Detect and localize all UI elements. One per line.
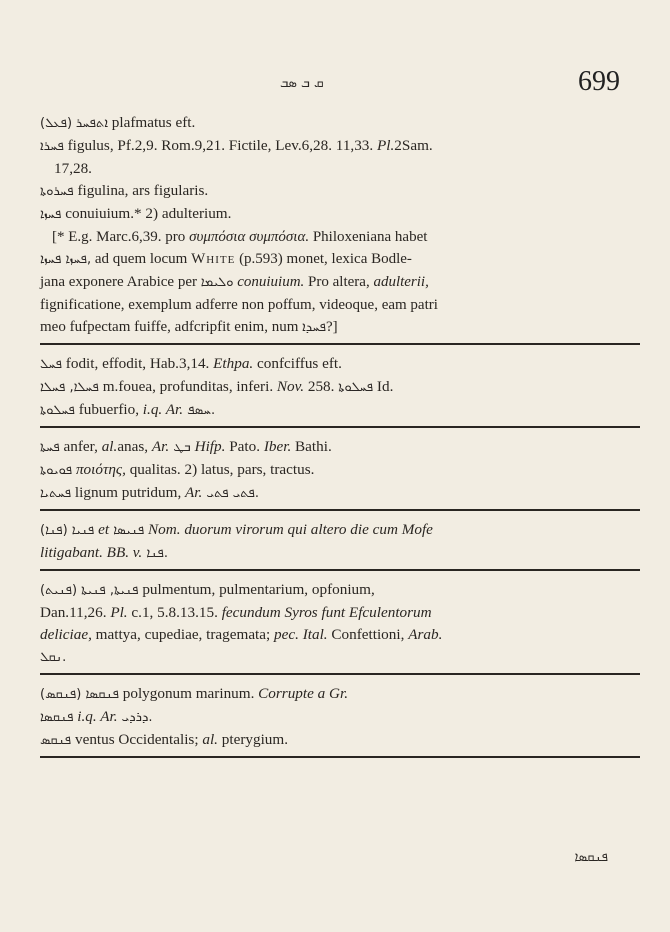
entry-text: confciffus eft.	[253, 355, 342, 372]
author-name: White	[191, 251, 236, 267]
entry-text: fodit, effodit, Hab.3,14.	[62, 355, 214, 372]
entry-italic: Corrupte a Gr.	[258, 685, 349, 702]
entry-line	[40, 646, 630, 669]
entry-text: anas,	[117, 438, 152, 455]
syriac-word: ܦܢܩܣܐ	[81, 687, 119, 702]
entry-italic: Nom. duorum virorum qui altero die cum Mofe	[144, 521, 433, 538]
entry-text: pterygium.	[217, 731, 289, 748]
syriac-word: ܦܚܠ	[40, 357, 62, 372]
entry-text: m.fouea, profunditas, inferi.	[98, 378, 277, 395]
entry-line	[40, 353, 630, 376]
entry-line	[40, 706, 630, 729]
entry-line	[40, 602, 630, 624]
entry-text: Confettioni,	[327, 626, 409, 643]
entry-italic: Ethpa.	[213, 355, 254, 372]
entry-italic: al.	[202, 731, 218, 748]
entry-line	[40, 729, 630, 752]
entry-text: figulina, ars figularis.	[73, 182, 209, 199]
entry-text: c.1, 5.8.13.15.	[127, 604, 222, 621]
syriac-word: ܦܚܪܘܬܐ	[40, 184, 74, 199]
syriac-word: ܘܠܝܡܐ	[200, 275, 234, 290]
section-divider	[40, 569, 640, 571]
catchword: ܦܢܩܣܐ	[574, 850, 608, 865]
entry-italic: al.	[101, 438, 118, 455]
syriac-word: ܚܣܦ.	[183, 403, 216, 418]
entry-text: mattya, cupediae, tragemata;	[91, 626, 275, 643]
entry-line	[40, 399, 630, 422]
note-line	[40, 226, 630, 248]
syriac-word: ܦܚܬܐ	[40, 440, 60, 455]
syriac-word: ܦܚܠܘܬܐ	[338, 380, 374, 395]
entry-text: lignum putridum,	[71, 484, 186, 501]
section-divider	[40, 673, 640, 675]
syriac-word: (ܦܢܐ)	[40, 523, 68, 538]
syriac-word: ܦܢܩܣ	[40, 733, 72, 748]
entry-text: conuiuium.* 2) adulterium.	[61, 205, 232, 222]
syriac-word: ܦܚܕܐ	[302, 320, 326, 335]
entry-text: 17,28.	[54, 160, 92, 177]
section-divider	[40, 343, 640, 345]
entry-text: plafmatus eft.	[108, 114, 196, 131]
syriac-word: (ܦܢܝܬ)	[40, 583, 78, 598]
syriac-word: ܦܢܝܣܐ	[109, 523, 145, 538]
entry-italic: Ar.	[151, 438, 170, 455]
entry-italic: Hifp.	[194, 438, 226, 455]
page-header	[40, 66, 620, 106]
syriac-word: ܦܚܬܝܐ	[40, 486, 72, 501]
syriac-word: ܐܬܦܚܪ	[75, 116, 108, 131]
note-text: ?]	[325, 319, 338, 335]
entry-italic: et	[94, 521, 110, 538]
syriac-word: (ܦܢܩܣ)	[40, 687, 82, 702]
entry-line	[40, 158, 630, 180]
entry-text: Bathi.	[291, 438, 332, 455]
entry-line	[40, 436, 630, 459]
entry-line	[40, 579, 630, 602]
syriac-word: ܒܛ	[169, 440, 191, 455]
entry-italic: i.q. Ar.	[73, 708, 118, 725]
syriac-word: ܦܚܪܐ	[40, 139, 64, 154]
entry-text: figulus, Pf.2,9. Rom.9,21. Fictile, Lev.6,28. 11,33.	[63, 137, 377, 154]
syriac-word: (ܦܥܠ)	[40, 116, 73, 131]
note-text: (p.593) monet, lexica Bodle-	[235, 251, 412, 267]
syriac-word: ܦܢܝܬܐ,	[77, 583, 139, 598]
note-text: jana exponere Arabice per	[40, 274, 201, 290]
entry-line	[40, 180, 630, 203]
syriac-word: ܦܢܩܣܐ	[40, 710, 74, 725]
syriac-word: ܦܢܝܐ	[67, 523, 95, 538]
greek-word: συμπόσια συμπόσια.	[189, 229, 310, 245]
entry-text: pulmentum, pulmentarium, opfonium,	[138, 581, 375, 598]
entry-text: anfer,	[59, 438, 102, 455]
entry-italic: Nov.	[276, 378, 305, 395]
syriac-word: ܕܪܕܝ.	[117, 710, 153, 725]
entry-line	[40, 459, 630, 482]
syriac-word: ܢܩܠ.	[40, 650, 67, 665]
note-text: Philoxeniana habet	[309, 229, 428, 245]
note-text: meo fufpectam fuiffe, adfcripfit enim, num	[40, 319, 303, 335]
note-text: Pro altera,	[304, 274, 374, 290]
entry-italic: Pl.	[110, 604, 128, 621]
syriac-word: ܦܢܝܬܐ	[81, 583, 110, 598]
entry-line	[40, 482, 630, 505]
entry-text: Dan.11,26.	[40, 604, 111, 621]
note-text: ad quem locum	[91, 251, 192, 267]
running-head: ܩ ܒ ܣܒ	[280, 76, 324, 91]
note-line	[40, 316, 630, 339]
entry-line	[40, 542, 630, 565]
note-text: [* E.g. Marc.6,39. pro	[52, 229, 190, 245]
page-number: 699	[578, 66, 620, 97]
note-italic: adulterii,	[373, 274, 429, 290]
entry-text: 258.	[304, 378, 339, 395]
entry-italic: Ar.	[185, 484, 203, 501]
entry-italic: pec. Ital.	[274, 626, 328, 643]
syriac-word: ܦܘܝܘܬܐ	[40, 463, 73, 478]
note-text: fignificatione, exemplum adferre non poffum, videoque, eam patri	[40, 297, 438, 313]
entry-line	[40, 203, 630, 226]
syriac-word: ܦܚܠܐ,	[69, 380, 99, 395]
entry-text: fubuerfio,	[74, 401, 143, 418]
entry-italic: i.q. Ar.	[142, 401, 184, 418]
note-line	[40, 248, 630, 271]
section-divider	[40, 509, 640, 511]
main-text	[40, 112, 630, 766]
entry-line	[40, 683, 630, 706]
entry-line	[40, 624, 630, 646]
syriac-word: ܦܢܐ.	[142, 546, 168, 561]
syriac-word: ܦܚܙܐ	[40, 207, 62, 222]
syriac-word: ܦܚܠܘܬܐ	[40, 403, 75, 418]
syriac-word: ܦܚܠܐ	[40, 380, 70, 395]
syriac-word: ܦܬܝ ܦܬܝ.	[202, 486, 259, 501]
note-line	[40, 294, 630, 316]
entry-italic: fecundum Syros funt Efculentorum	[221, 604, 432, 621]
entry-line	[40, 519, 630, 542]
section-divider	[40, 426, 640, 428]
note-italic: conuiuium.	[233, 274, 305, 290]
entry-text: 2Sam.	[394, 137, 433, 154]
entry-text: qualitas. 2) latus, pars, tractus.	[125, 461, 315, 478]
entry-italic: Iber.	[263, 438, 292, 455]
section-divider	[40, 756, 640, 758]
greek-word: ποιότης,	[72, 461, 126, 478]
entry-line	[40, 135, 630, 158]
entry-text: Id.	[373, 378, 394, 395]
entry-italic: Pl.	[377, 137, 395, 154]
entry-text: polygonum marinum.	[118, 685, 259, 702]
entry-text: Pato.	[225, 438, 264, 455]
entry-italic: Arab.	[408, 626, 443, 643]
entry-line	[40, 112, 630, 135]
entry-italic: deliciae,	[40, 626, 92, 643]
syriac-word: ܦܚܙܐ ܦܚܙܐ,	[40, 252, 92, 267]
entry-text: ventus Occidentalis;	[71, 731, 203, 748]
note-line	[40, 271, 630, 294]
entry-line	[40, 376, 630, 399]
entry-italic: litigabant. BB. v.	[40, 544, 143, 561]
